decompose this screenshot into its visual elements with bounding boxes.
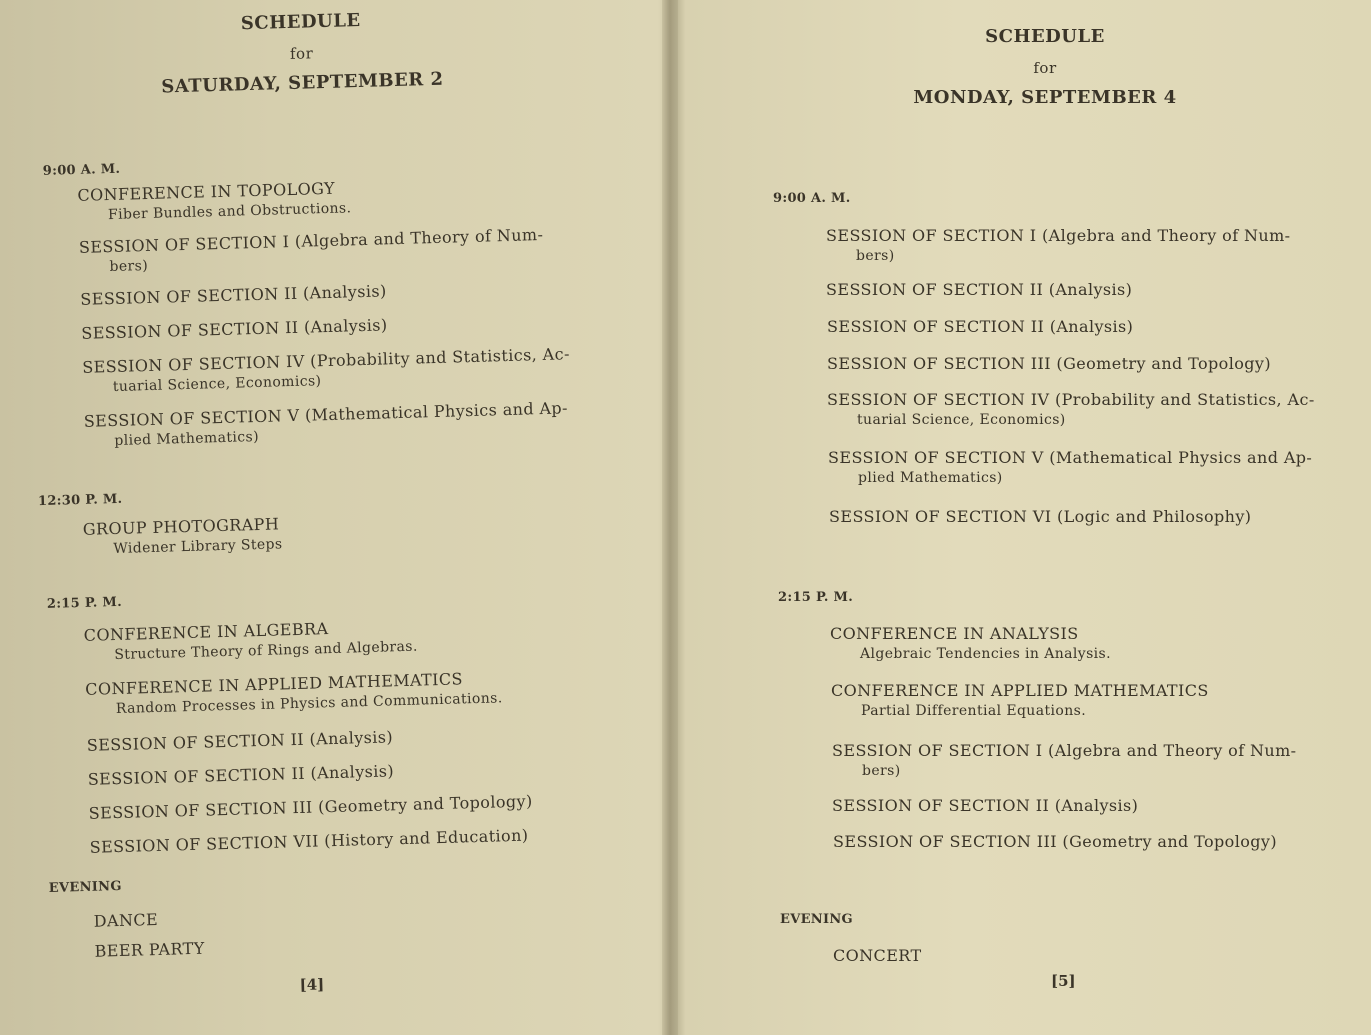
schedule-entry — [829, 507, 1251, 527]
time-label: 9:00 A. M. — [42, 161, 121, 179]
schedule-entry — [826, 226, 1290, 266]
time-label: 9:00 A. M. — [773, 191, 851, 206]
schedule-entry — [830, 624, 1111, 664]
schedule-entry — [80, 281, 387, 310]
schedule-entry — [94, 939, 205, 962]
schedule-entry — [93, 910, 158, 932]
schedule-entry — [828, 448, 1312, 488]
schedule-entry — [88, 761, 395, 790]
entry-title: SESSION OF SECTION III (Geometry and Topology) — [88, 791, 533, 823]
schedule-title: SCHEDULE — [985, 26, 1105, 47]
schedule-entry — [832, 796, 1138, 816]
entry-title: SESSION OF SECTION II (Analysis) — [87, 761, 395, 789]
time-label: EVENING — [780, 912, 853, 927]
entry-subtitle: tuarial Science, Economics) — [857, 412, 1066, 428]
schedule-title: SCHEDULE — [240, 9, 361, 35]
schedule-entry — [79, 225, 544, 278]
entry-title: SESSION OF SECTION I (Algebra and Theory of Num- — [78, 224, 544, 257]
entry-title: SESSION OF SECTION II (Analysis) — [826, 280, 1133, 299]
time-label: 12:30 P. M. — [37, 491, 123, 510]
schedule-entry — [827, 354, 1271, 374]
schedule-entry — [832, 741, 1296, 781]
time-label: 2:15 P. M. — [46, 594, 123, 612]
schedule-entry — [826, 280, 1132, 300]
entry-title: SESSION OF SECTION II (Analysis) — [827, 317, 1134, 336]
entry-title: SESSION OF SECTION VI (Logic and Philosophy) — [829, 507, 1252, 526]
entry-title: CONFERENCE IN TOPOLOGY — [77, 178, 336, 205]
entry-subtitle: plied Mathematics) — [858, 470, 1003, 486]
entry-subtitle: Widener Library Steps — [113, 536, 283, 558]
entry-subtitle: tuarial Science, Economics) — [112, 373, 322, 395]
schedule-entry — [84, 617, 418, 666]
schedule-entry — [87, 727, 394, 756]
entry-subtitle: bers) — [862, 763, 901, 779]
entry-title: CONFERENCE IN ANALYSIS — [830, 624, 1079, 643]
entry-subtitle: plied Mathematics) — [114, 428, 260, 449]
entry-subtitle: Fiber Bundles and Obstructions. — [107, 200, 352, 224]
schedule-entry — [831, 681, 1209, 721]
entry-title: SESSION OF SECTION V (Mathematical Physics and Ap- — [828, 448, 1313, 467]
entry-title: SESSION OF SECTION I (Algebra and Theory of Num- — [826, 226, 1291, 245]
entry-subtitle: bers) — [109, 257, 149, 276]
entry-title: SESSION OF SECTION II (Analysis) — [832, 796, 1139, 815]
entry-title: CONFERENCE IN APPLIED MATHEMATICS — [85, 669, 464, 699]
schedule-for: for — [289, 44, 314, 63]
entry-subtitle: Partial Differential Equations. — [861, 703, 1087, 719]
schedule-entry — [827, 317, 1133, 337]
schedule-entry — [89, 826, 528, 858]
schedule-entry — [88, 791, 532, 823]
entry-title: SESSION OF SECTION VII (History and Education) — [89, 825, 529, 857]
schedule-entry — [84, 398, 569, 452]
schedule-entry — [833, 946, 922, 966]
left-page-heading — [131, 7, 473, 98]
schedule-entry — [83, 514, 283, 560]
right-page — [675, 0, 1371, 1035]
schedule-date: MONDAY, SEPTEMBER 4 — [913, 87, 1177, 108]
entry-title: SESSION OF SECTION IV (Probability and Statistics, Ac- — [82, 344, 571, 377]
entry-subtitle: bers) — [856, 248, 895, 264]
time-label: 2:15 P. M. — [778, 590, 854, 605]
entry-title: SESSION OF SECTION III (Geometry and Topology) — [833, 832, 1277, 851]
entry-title: CONCERT — [833, 946, 922, 965]
entry-title: DANCE — [93, 909, 159, 931]
page-number: [4] — [299, 975, 325, 995]
entry-title: SESSION OF SECTION II (Analysis) — [81, 315, 388, 343]
schedule-entry — [85, 668, 503, 720]
time-label: EVENING — [48, 878, 122, 896]
entry-title: SESSION OF SECTION IV (Probability and Statistics, Ac- — [827, 390, 1315, 409]
entry-title: SESSION OF SECTION V (Mathematical Physics and Ap- — [83, 398, 569, 431]
entry-title: CONFERENCE IN APPLIED MATHEMATICS — [831, 681, 1209, 700]
right-page-heading — [875, 26, 1215, 108]
schedule-entry — [77, 178, 351, 226]
entry-title: CONFERENCE IN ALGEBRA — [83, 619, 329, 645]
schedule-entry — [81, 315, 388, 344]
entry-title: SESSION OF SECTION I (Algebra and Theory of Num- — [832, 741, 1297, 760]
entry-title: SESSION OF SECTION III (Geometry and Topology) — [827, 354, 1271, 373]
page-number: [5] — [1051, 972, 1076, 990]
entry-title: SESSION OF SECTION II (Analysis) — [86, 727, 394, 755]
entry-subtitle: Random Processes in Physics and Communications. — [115, 690, 503, 718]
entry-title: BEER PARTY — [94, 938, 205, 961]
entry-subtitle: Structure Theory of Rings and Algebras. — [114, 638, 418, 664]
schedule-entry — [82, 344, 571, 398]
left-page — [0, 0, 665, 1035]
schedule-entry — [833, 832, 1277, 852]
entry-subtitle: Algebraic Tendencies in Analysis. — [860, 646, 1111, 662]
schedule-date: SATURDAY, SEPTEMBER 2 — [161, 68, 444, 98]
schedule-entry — [827, 390, 1315, 430]
entry-title: SESSION OF SECTION II (Analysis) — [80, 281, 387, 309]
entry-title: GROUP PHOTOGRAPH — [82, 514, 280, 539]
schedule-for: for — [1033, 59, 1057, 77]
